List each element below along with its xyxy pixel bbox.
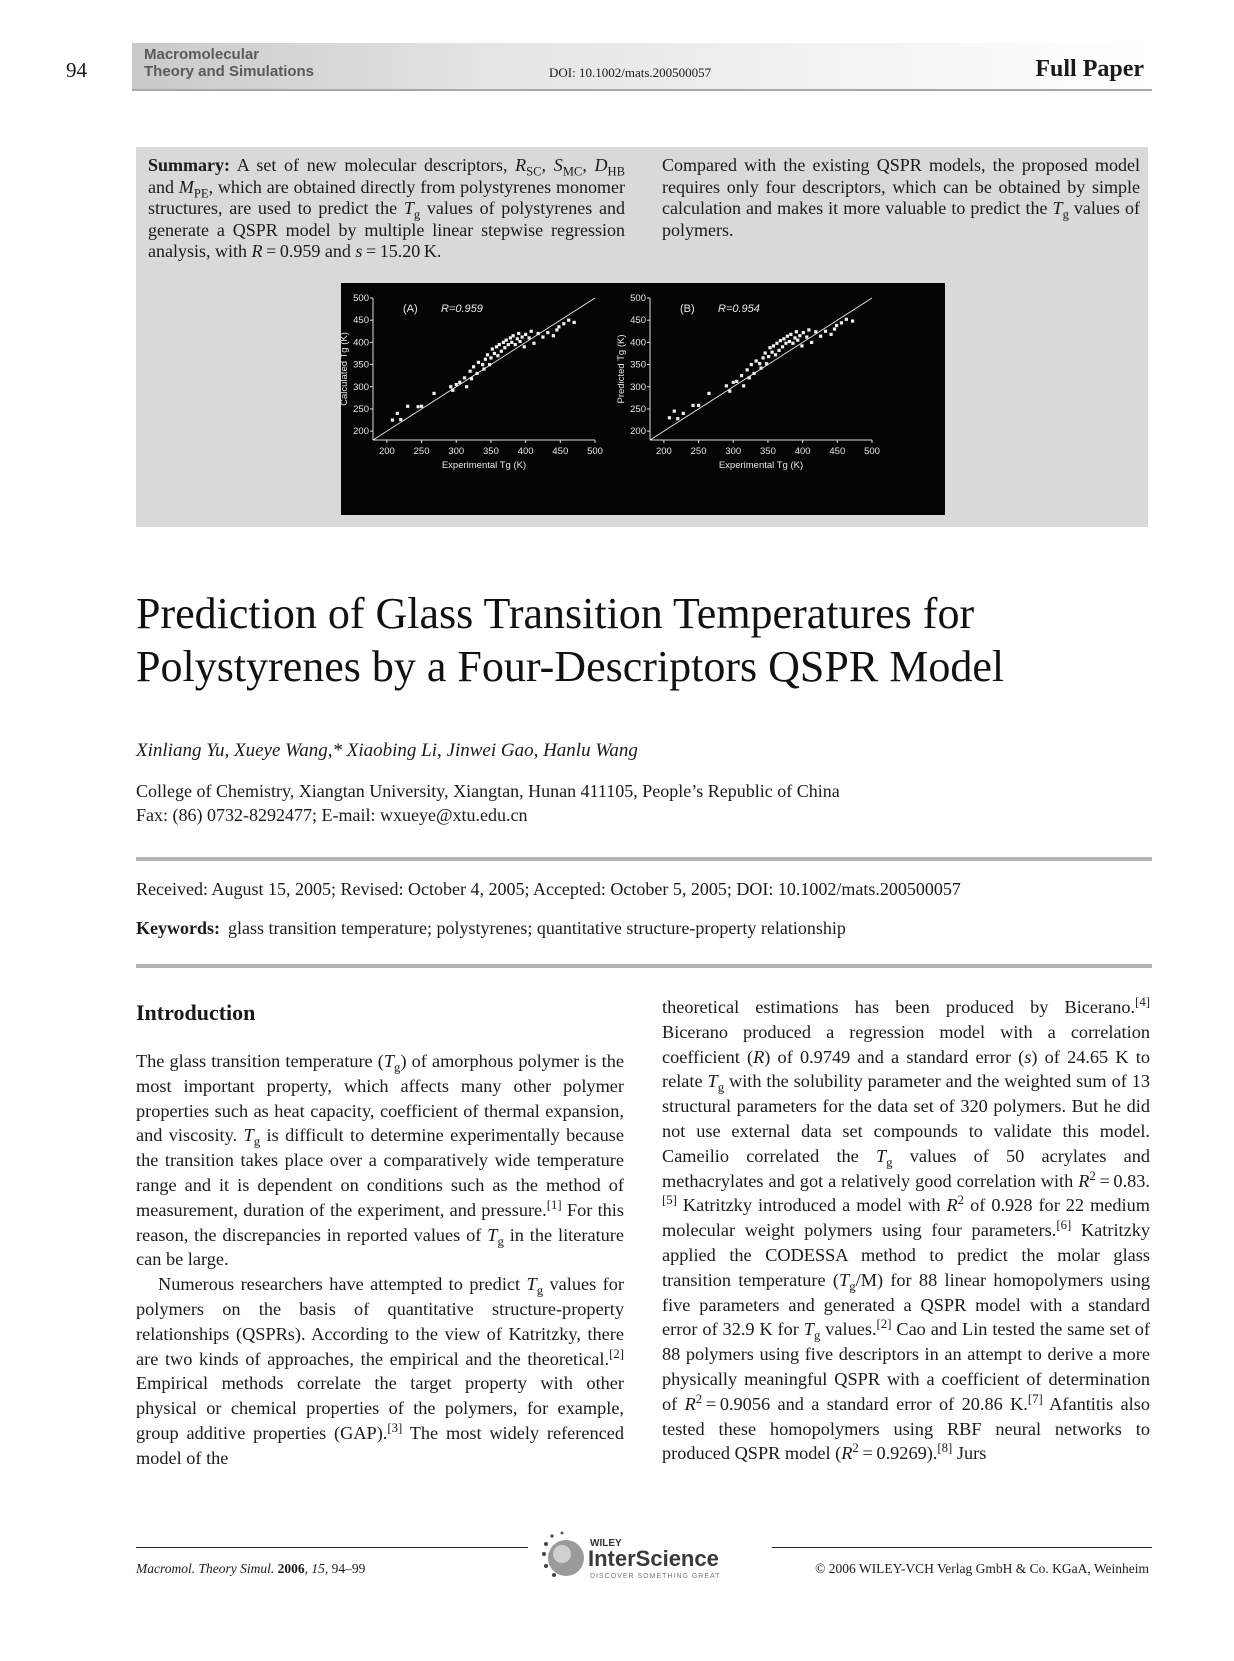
y-tick-label: 350 xyxy=(353,359,369,371)
x-tick-label: 250 xyxy=(413,446,430,457)
data-point xyxy=(796,339,799,342)
received-dates: Received: August 15, 2005; Revised: October 4, 2005; Accepted: October 5, 2005; DOI: 10.1002/mats.200500057 xyxy=(136,879,961,899)
data-point xyxy=(781,345,784,348)
data-point xyxy=(805,335,808,338)
data-point xyxy=(819,335,822,338)
data-point xyxy=(814,330,817,333)
data-point xyxy=(697,404,700,407)
data-point xyxy=(829,333,832,336)
data-point xyxy=(546,331,549,334)
data-point xyxy=(500,350,503,353)
data-point xyxy=(507,343,510,346)
data-point xyxy=(748,376,751,379)
data-point xyxy=(509,336,512,339)
journal-name-line2: Theory and Simulations xyxy=(144,63,315,80)
data-point xyxy=(767,355,770,358)
data-point xyxy=(537,332,540,335)
data-point xyxy=(682,412,685,415)
data-point xyxy=(514,343,517,346)
panel-tag: (B) xyxy=(680,303,695,315)
x-tick-label: 500 xyxy=(864,446,880,457)
y-tick-label: 450 xyxy=(630,315,646,327)
data-point xyxy=(532,342,535,345)
title-line-2: Polystyrenes by a Four-Descriptors QSPR Model xyxy=(136,642,1005,691)
data-point xyxy=(463,376,466,379)
data-point xyxy=(668,416,671,419)
data-point xyxy=(486,353,489,356)
data-point xyxy=(472,365,475,368)
data-point xyxy=(493,352,496,355)
data-point xyxy=(482,367,485,370)
correlation-label: R=0.954 xyxy=(718,303,760,315)
data-point xyxy=(793,336,796,339)
data-point xyxy=(502,341,505,344)
y-tick-label: 500 xyxy=(353,293,369,304)
data-point xyxy=(810,341,813,344)
page-number: 94 xyxy=(66,58,87,82)
correlation-label: R=0.959 xyxy=(441,303,483,315)
section-label: Full Paper xyxy=(1035,56,1144,82)
paragraph: theoretical estimations has been produced by Bicerano.[4] Bicerano produced a regression model with a correlation coefficient (R) of 0.9749 and a standard error (s) of 24.65 K to relate $T_g$ with the solubility parameter and the weighted sum of 13 structural parameters for the data set of 320 polymers. But he did not use external data set compounds to validate this model. Cameilio correlated the $T_g$ values of 50 acrylates and methacrylates and got a relatively good correlation with $R^2 = 0.83.[5]$ Katritzky introduced a model with $R^2$ of 0.928 for 22 medium molecular weight polymers using four parameters.[6] Katritzky applied the CODESSA method to predict the molar glass transition temperature $(T_g/M)$ for 88 linear homopolymers using five parameters and generated a QSPR model with a standard error of 32.9 K for $T_g$ values.[2] Cao and Lin tested the same set of 88 polymers using five descriptors in an attempt to derive a more physically meaningful QSPR with a coefficient of determination of $R^2 = 0.9056$ and a standard error of 20.86 K.[7] Afantitis also tested these homopolymers using RBF neural networks to produced QSPR model $(R^2 = 0.9269).[8]$ Jurs xyxy=(662,994,1151,1464)
data-point xyxy=(833,327,836,330)
keywords-label: Keywords: xyxy=(136,918,220,938)
x-tick-label: 500 xyxy=(587,446,603,457)
x-tick-label: 400 xyxy=(517,446,534,457)
section-heading-introduction: Introduction xyxy=(136,1000,256,1025)
data-point xyxy=(530,330,533,333)
footer-rule-right xyxy=(772,1547,1152,1548)
data-point xyxy=(772,344,775,347)
x-tick-label: 250 xyxy=(690,446,707,457)
data-point xyxy=(567,319,570,322)
data-point xyxy=(845,318,848,321)
data-point xyxy=(510,341,513,344)
data-point xyxy=(784,342,787,345)
x-tick-label: 200 xyxy=(655,446,672,457)
y-axis-label: Predicted Tg (K) xyxy=(616,334,627,404)
data-point xyxy=(788,340,791,343)
summary-figure xyxy=(341,283,945,515)
y-tick-label: 300 xyxy=(353,381,369,393)
data-point xyxy=(786,335,789,338)
y-tick-label: 400 xyxy=(353,337,369,349)
data-point xyxy=(484,358,487,361)
journal-name xyxy=(144,46,314,80)
data-point xyxy=(420,405,423,408)
logo-tagline-text: DISCOVER SOMETHING GREAT xyxy=(590,1573,721,1580)
data-point xyxy=(451,389,454,392)
data-point xyxy=(495,345,498,348)
data-point xyxy=(691,404,694,407)
data-point xyxy=(740,374,743,377)
journal-name-line1: Macromolecular xyxy=(144,46,260,63)
data-point xyxy=(518,340,521,343)
data-point xyxy=(752,372,755,375)
data-point xyxy=(516,337,519,340)
data-point xyxy=(764,351,767,354)
data-point xyxy=(432,392,435,395)
summary-left-text: A set of new molecular descriptors, $R_{SC}$, $S_{MC}$, $D_{HB}$ and $M_{PE}$, which are obtained directly from polystyrenes monomer structures, are used to predict the $T_g$ values of polystyrenes and generate a QSPR model by multiple linear stepwise regression analysis, with R = 0.959 and s = 15.20 K. xyxy=(148,155,626,261)
x-tick-label: 400 xyxy=(794,446,811,457)
data-point xyxy=(771,351,774,354)
y-tick-label: 200 xyxy=(630,426,646,438)
y-tick-label: 350 xyxy=(630,359,646,371)
y-tick-label: 450 xyxy=(353,315,369,327)
keywords xyxy=(136,918,846,939)
y-tick-label: 250 xyxy=(353,403,369,415)
paragraph: The glass transition temperature $(T_g)$ of amorphous polymer is the most important property, which affects many other polymer properties such as heat capacity, coefficient of thermal expansion, and viscosity. $T_g$ is difficult to determine experimentally because the transition takes place over a comparatively wide temperature range and it is dependent on conditions such as the method of measurement, duration of the experiment, and pressure.[1] For this reason, the discrepancies in reported values of $T_g$ in the literature can be large. xyxy=(136,1051,625,1270)
data-point xyxy=(732,381,735,384)
data-point xyxy=(750,363,753,366)
x-axis-label: Experimental Tg (K) xyxy=(441,460,527,471)
data-point xyxy=(851,319,854,322)
data-point xyxy=(775,342,778,345)
y-tick-label: 500 xyxy=(630,293,646,304)
data-point xyxy=(768,346,771,349)
data-point xyxy=(489,356,492,359)
data-point xyxy=(523,345,526,348)
data-point xyxy=(391,418,394,421)
data-point xyxy=(798,334,801,337)
data-point xyxy=(521,335,524,338)
summary-right-column: Compared with the existing QSPR models, the proposed model requires only four descriptors, which can be obtained by simple calculation and makes it more valuable to predict the $T_g$ values of polymers. xyxy=(662,155,1140,240)
data-point xyxy=(555,328,558,331)
data-point xyxy=(761,356,764,359)
data-point xyxy=(477,361,480,364)
summary-label: Summary: xyxy=(148,155,230,175)
authors: Xinliang Yu, Xueye Wang,* Xiaobing Li, Jinwei Gao, Hanlu Wang xyxy=(136,740,638,761)
data-point xyxy=(562,322,565,325)
data-point xyxy=(707,392,710,395)
divider-top xyxy=(136,857,1152,861)
summary-left-column xyxy=(148,155,625,263)
data-point xyxy=(777,349,780,352)
data-point xyxy=(475,372,478,375)
data-point xyxy=(416,405,419,408)
data-point xyxy=(759,367,762,370)
body-right-column xyxy=(662,995,1150,1466)
y-tick-label: 200 xyxy=(353,426,369,438)
x-tick-label: 450 xyxy=(829,446,846,457)
data-point xyxy=(791,342,794,345)
x-tick-label: 350 xyxy=(483,446,499,457)
data-point xyxy=(552,334,555,337)
paper-title xyxy=(136,587,1136,693)
x-tick-label: 300 xyxy=(725,446,742,457)
logo-wiley-text: WILEY xyxy=(590,1538,622,1549)
title-line-1: Prediction of Glass Transition Temperatures for xyxy=(136,589,975,638)
interscience-logo xyxy=(540,1530,760,1582)
data-point xyxy=(774,353,777,356)
data-point xyxy=(725,384,728,387)
data-point xyxy=(835,324,838,327)
y-tick-label: 400 xyxy=(630,337,646,349)
data-point xyxy=(746,368,749,371)
data-point xyxy=(527,336,530,339)
data-point xyxy=(399,418,402,421)
data-point xyxy=(758,362,761,365)
panel-tag: (A) xyxy=(403,303,418,315)
data-point xyxy=(765,362,768,365)
data-point xyxy=(789,333,792,336)
data-point xyxy=(491,347,494,350)
header-doi: DOI: 10.1002/mats.200500057 xyxy=(549,65,712,80)
data-point xyxy=(673,410,676,413)
data-point xyxy=(496,354,499,357)
data-point xyxy=(465,385,468,388)
data-point xyxy=(735,380,738,383)
paragraph: Numerous researchers have attempted to predict $T_g$ values for polymers on the basis of quantitative structure-property relationships (QSPRs). According to the view of Katritzky, there are two kinds of approaches, the empirical and the theoretical.[2] Empirical methods correlate the target property with other physical or chemical properties of the polymers, for example, group additive properties (GAP).[3] The most widely referenced model of the xyxy=(136,1274,624,1468)
affiliation-line-1: College of Chemistry, Xiangtan University, Xiangtan, Hunan 411105, People’s Republic of China xyxy=(136,781,840,801)
data-point xyxy=(470,377,473,380)
data-point xyxy=(541,335,544,338)
y-tick-label: 300 xyxy=(630,381,646,393)
data-point xyxy=(503,346,506,349)
data-point xyxy=(449,385,452,388)
x-axis-label: Experimental Tg (K) xyxy=(718,460,804,471)
footer-rule-left xyxy=(136,1547,528,1548)
x-tick-label: 350 xyxy=(760,446,776,457)
y-axis-label: Calculated Tg (K) xyxy=(339,332,350,406)
data-point xyxy=(824,330,827,333)
data-point xyxy=(505,339,508,342)
data-point xyxy=(802,331,805,334)
data-point xyxy=(840,321,843,324)
data-point xyxy=(728,390,731,393)
scatter-plots xyxy=(341,283,945,515)
data-point xyxy=(498,343,501,346)
data-point xyxy=(676,417,679,420)
data-point xyxy=(573,321,576,324)
x-tick-label: 300 xyxy=(448,446,465,457)
divider-bottom xyxy=(136,964,1152,968)
data-point xyxy=(807,328,810,331)
data-point xyxy=(800,344,803,347)
data-point xyxy=(512,334,515,337)
body-left-column xyxy=(136,1049,624,1471)
logo-interscience-text: InterScience xyxy=(588,1546,719,1571)
data-point xyxy=(524,333,527,336)
data-point xyxy=(406,405,409,408)
y-tick-label: 250 xyxy=(630,403,646,415)
data-point xyxy=(455,383,458,386)
data-point xyxy=(488,363,491,366)
data-point xyxy=(557,325,560,328)
footer-citation: Macromol. Theory Simul. 2006, 15, 94–99 xyxy=(136,1561,366,1576)
keywords-text: glass transition temperature; polystyrenes; quantitative structure-property relationship xyxy=(228,918,846,938)
data-point xyxy=(755,359,758,362)
data-point xyxy=(396,412,399,415)
affiliation-line-2: Fax: (86) 0732-8292477; E-mail: wxueye@xtu.edu.cn xyxy=(136,805,528,825)
data-point xyxy=(517,332,520,335)
footer-copyright: © 2006 WILEY-VCH Verlag GmbH & Co. KGaA, Weinheim xyxy=(815,1561,1149,1576)
affiliation xyxy=(136,779,840,827)
data-point xyxy=(458,381,461,384)
data-point xyxy=(795,330,798,333)
x-tick-label: 450 xyxy=(552,446,569,457)
x-tick-label: 200 xyxy=(378,446,395,457)
data-point xyxy=(742,384,745,387)
data-point xyxy=(782,337,785,340)
data-point xyxy=(481,363,484,366)
data-point xyxy=(469,370,472,373)
data-point xyxy=(779,339,782,342)
